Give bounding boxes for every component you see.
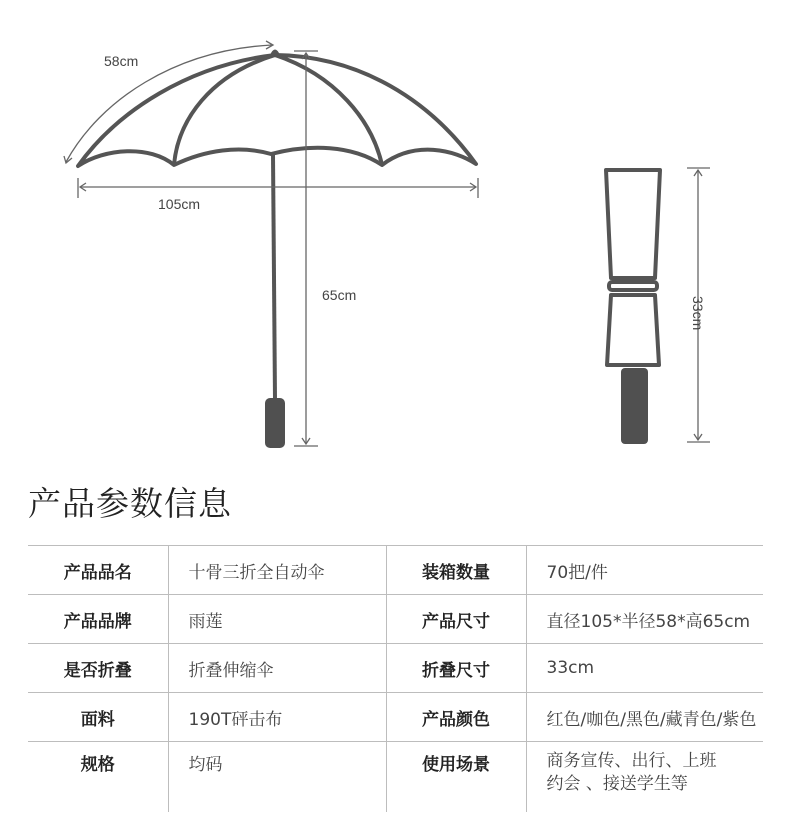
umbrella-handle (265, 398, 285, 448)
spec-value: 33cm (526, 644, 763, 693)
spec-key: 装箱数量 (386, 546, 526, 595)
umbrella-tip (270, 50, 280, 56)
folded-length-label: 33cm (690, 296, 706, 331)
spec-key: 使用场景 (386, 742, 526, 813)
folded-umbrella (606, 170, 660, 444)
width-dimension-arrow (78, 178, 478, 198)
open-umbrella (78, 55, 476, 166)
spec-key: 产品颜色 (386, 693, 526, 742)
folded-handle (621, 368, 648, 444)
table-row (28, 595, 763, 644)
spec-value: 折叠伸缩伞 (168, 644, 386, 693)
spec-value: 十骨三折全自动伞 (168, 546, 386, 595)
spec-value (526, 742, 763, 813)
spec-key: 产品品牌 (28, 595, 168, 644)
folded-upper-section (606, 170, 660, 278)
spec-key: 规格 (28, 742, 168, 813)
spec-value-line: 约会 、接送学生等 (546, 774, 688, 794)
spec-value: 70把/件 (526, 546, 763, 595)
spec-value-line: 商务宣传、出行、上班 (546, 751, 717, 771)
section-title: 产品参数信息 (28, 484, 232, 523)
height-dimension-arrow (294, 51, 318, 446)
table-row (28, 644, 763, 693)
spec-key: 产品尺寸 (386, 595, 526, 644)
table-row (28, 546, 763, 595)
spec-key: 产品品名 (28, 546, 168, 595)
table-row (28, 693, 763, 742)
spec-value: 190T砰击布 (168, 693, 386, 742)
spec-value: 均码 (168, 742, 386, 813)
height-label: 65cm (322, 287, 357, 303)
spec-table (28, 545, 763, 812)
folded-band-1 (609, 282, 657, 290)
spec-key: 折叠尺寸 (386, 644, 526, 693)
spec-key: 是否折叠 (28, 644, 168, 693)
width-label: 105cm (158, 196, 201, 212)
arc-length-label: 58cm (104, 53, 139, 69)
canopy-outline (78, 55, 476, 166)
spec-value: 雨莲 (168, 595, 386, 644)
table-row (28, 742, 763, 813)
spec-value: 直径105*半径58*高65cm (526, 595, 763, 644)
spec-value: 红色/咖色/黑色/藏青色/紫色 (526, 693, 763, 742)
folded-lower-section (607, 295, 659, 365)
spec-key: 面料 (28, 693, 168, 742)
umbrella-shaft (273, 155, 275, 400)
